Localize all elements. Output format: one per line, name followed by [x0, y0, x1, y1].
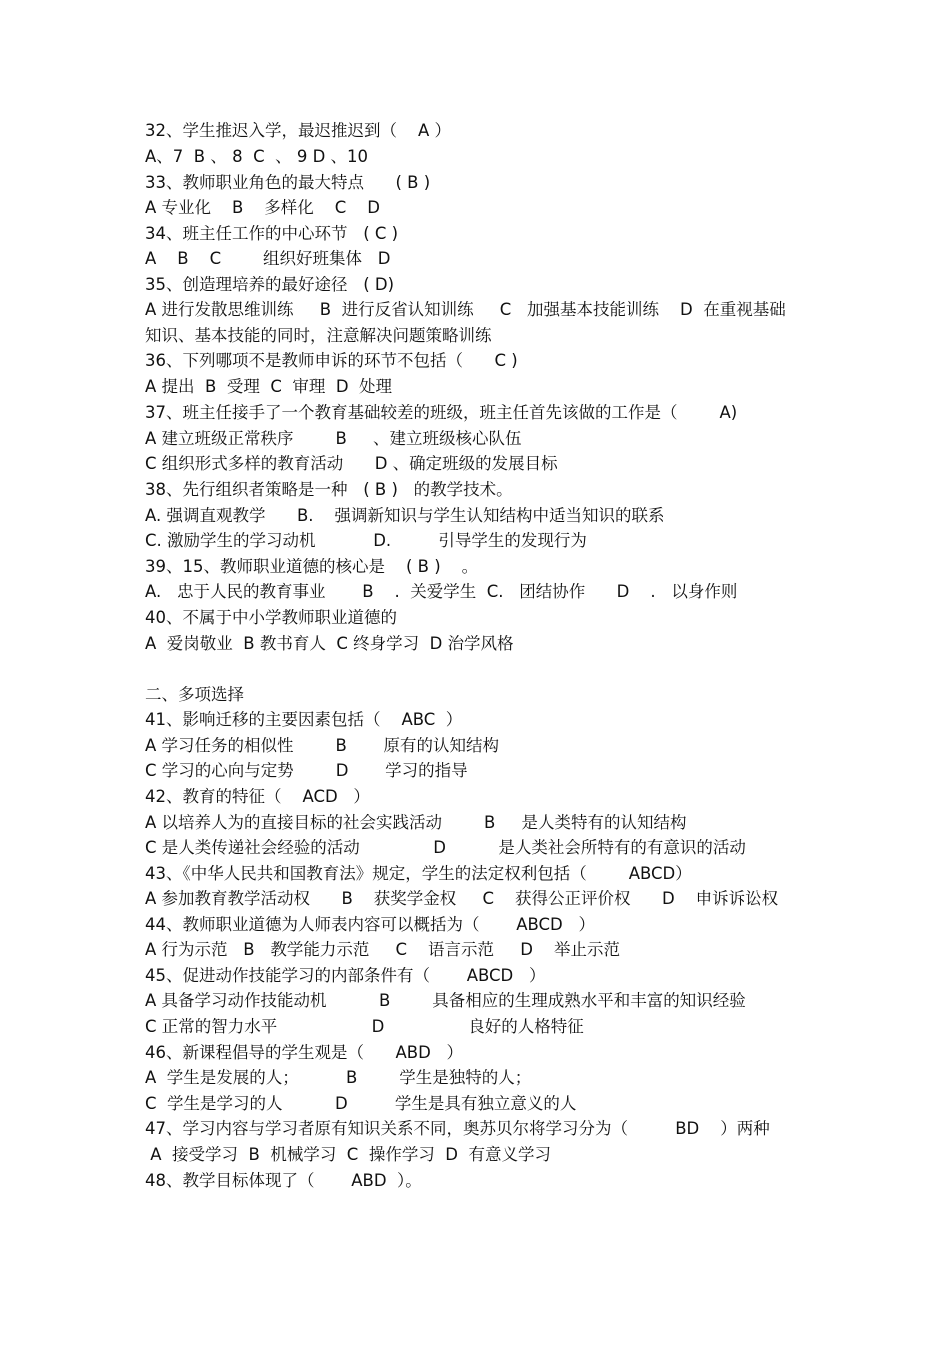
text-line: 32、学生推迟入学，最迟推迟到（ A ）	[145, 121, 452, 140]
text-line: A 具备学习动作技能动机 B 具备相应的生理成熟水平和丰富的知识经验	[145, 991, 746, 1010]
text-line: A 参加教育教学活动权 B 获奖学金权 C 获得公正评价权 D 申诉诉讼权	[145, 889, 779, 908]
text-line: A 学习任务的相似性 B 原有的认知结构	[145, 736, 500, 755]
text-line: A 建立班级正常秩序 B 、建立班级核心队伍	[145, 429, 522, 448]
text-line: C 组织形式多样的教育活动 D 、确定班级的发展目标	[145, 454, 558, 473]
text-line: C. 激励学生的学习动机 D. 引导学生的发现行为	[145, 531, 587, 550]
text-line: 46、新课程倡导的学生观是（ ABD ）	[145, 1043, 464, 1062]
text-line: 34、班主任工作的中心环节 ( C )	[145, 224, 399, 243]
text-line: A. 忠于人民的教育事业 B . 关爱学生 C. 团结协作 D . 以身作则	[145, 582, 738, 601]
text-line: 40、不属于中小学教师职业道德的	[145, 608, 397, 627]
text-line: 48、教学目标体现了（ ABD ）。	[145, 1171, 422, 1190]
text-line: 知识、基本技能的同时，注意解决问题策略训练	[145, 326, 492, 345]
text-line: C 学生是学习的人 D 学生是具有独立意义的人	[145, 1094, 577, 1113]
text-line: A 提出 B 受理 C 审理 D 处理	[145, 377, 393, 396]
text-line: C 正常的智力水平 D 良好的人格特征	[145, 1017, 584, 1036]
text-line: A 进行发散思维训练 B 进行反省认知训练 C 加强基本技能训练 D 在重视基础	[145, 300, 786, 319]
text-line: 43、《中华人民共和国教育法》规定，学生的法定权利包括（ ABCD）	[145, 864, 692, 883]
text-line: 39、15、教师职业道德的核心是 ( B ) 。	[145, 557, 479, 576]
text-line: 45、促进动作技能学习的内部条件有（ ABCD ）	[145, 966, 546, 985]
text-line: 33、教师职业角色的最大特点 ( B )	[145, 173, 431, 192]
text-line: 41、影响迁移的主要因素包括（ ABC ）	[145, 710, 463, 729]
text-line: A 行为示范 B 教学能力示范 C 语言示范 D 举止示范	[145, 940, 620, 959]
text-line: 36、下列哪项不是教师申诉的环节不包括（ C )	[145, 351, 518, 370]
text-line: 47、学习内容与学习者原有知识关系不同，奥苏贝尔将学习分为（ BD ）两种	[145, 1119, 770, 1138]
text-line: C 是人类传递社会经验的活动 D 是人类社会所特有的有意识的活动	[145, 838, 746, 857]
text-line: 42、教育的特征（ ACD ）	[145, 787, 370, 806]
text-line: A、7 B 、 8 C 、 9 D 、10	[145, 147, 369, 166]
text-line: 37、班主任接手了一个教育基础较差的班级，班主任首先该做的工作是（ A)	[145, 403, 738, 422]
text-line: 44、教师职业道德为人师表内容可以概括为（ ABCD ）	[145, 915, 595, 934]
section-heading: 二、多项选择	[145, 685, 244, 704]
text-line: A 学生是发展的人； B 学生是独特的人；	[145, 1068, 532, 1087]
text-line: A 专业化 B 多样化 C D	[145, 198, 380, 217]
text-line: A B C 组织好班集体 D	[145, 249, 391, 268]
text-line: A. 强调直观教学 B. 强调新知识与学生认知结构中适当知识的联系	[145, 506, 665, 525]
text-line: A 以培养人为的直接目标的社会实践活动 B 是人类特有的认知结构	[145, 813, 687, 832]
text-line: C 学习的心向与定势 D 学习的指导	[145, 761, 468, 780]
text-line: 38、先行组织者策略是一种 ( B ) 的教学技术。	[145, 480, 513, 499]
text-line: 35、创造理培养的最好途径 ( D)	[145, 275, 395, 294]
text-line: A 接受学习 B 机械学习 C 操作学习 D 有意义学习	[145, 1145, 552, 1164]
text-line: A 爱岗敬业 B 教书育人 C 终身学习 D 治学风格	[145, 634, 514, 653]
